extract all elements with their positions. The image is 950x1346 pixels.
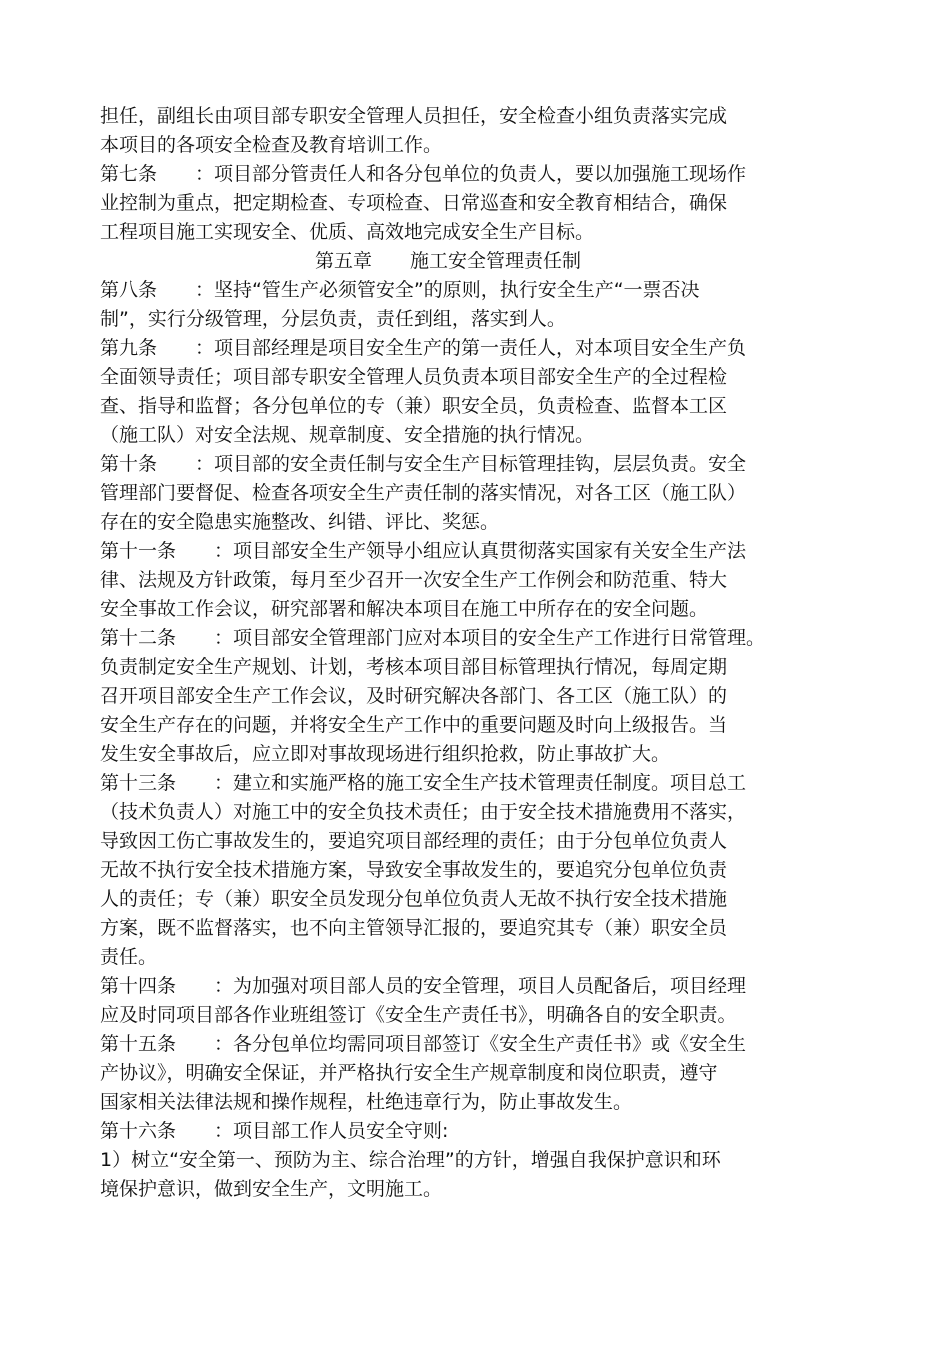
text-line: 发生安全事故后，应立即对事故现场进行组织抢救，防止事故扩大。 — [100, 743, 671, 765]
text-line: 本项目的各项安全检查及教育培训工作。 — [100, 134, 443, 156]
article-16-line: 第十六条 ：项目部工作人员安全守则: — [100, 1120, 449, 1142]
text-line: （施工队）对安全法规、规章制度、安全措施的执行情况。 — [100, 424, 595, 446]
article-14-line: 第十四条 ：为加强对项目部人员的安全管理，项目人员配备后，项目经理 — [100, 975, 747, 997]
document-body — [100, 102, 830, 1204]
text-line: 人的责任；专（兼）职安全员发现分包单位负责人无故不执行安全技术措施 — [100, 888, 728, 910]
article-12-line: 第十二条 ：项目部安全管理部门应对本项目的安全生产工作进行日常管理。 — [100, 627, 766, 649]
text-line: 导致因工伤亡事故发生的，要追究项目部经理的责任；由于分包单位负责人 — [100, 830, 728, 852]
text-line: 管理部门要督促、检查各项安全生产责任制的落实情况，对各工区（施工队） — [100, 482, 747, 504]
text-line: 担任，副组长由项目部专职安全管理人员担任，安全检查小组负责落实完成 — [100, 105, 728, 127]
text-line: 业控制为重点，把定期检查、专项检查、日常巡查和安全教育相结合，确保 — [100, 192, 728, 214]
text-line: 责任。 — [100, 946, 158, 968]
article-13-line: 第十三条 ：建立和实施严格的施工安全生产技术管理责任制度。项目总工 — [100, 772, 747, 794]
article-9-line: 第九条 ：项目部经理是项目安全生产的第一责任人，对本项目安全生产负 — [100, 337, 747, 359]
article-7-line: 第七条 ：项目部分管责任人和各分包单位的负责人，要以加强施工现场作 — [100, 163, 747, 185]
text-line: 律、法规及方针政策，每月至少召开一次安全生产工作例会和防范重、特大 — [100, 569, 728, 591]
text-line: （技术负责人）对施工中的安全负技术责任；由于安全技术措施费用不落实， — [100, 801, 747, 823]
text-line: 国家相关法律法规和操作规程，杜绝违章行为，防止事故发生。 — [100, 1091, 633, 1113]
text-line: 查、指导和监督；各分包单位的专（兼）职安全员，负责检查、监督本工区 — [100, 395, 728, 417]
article-8-line: 第八条 ：坚持“管生产必须管安全”的原则，执行安全生产“一票否决 — [100, 279, 700, 301]
text-line: 安全生产存在的问题，并将安全生产工作中的重要问题及时向上级报告。当 — [100, 714, 728, 736]
article-10-line: 第十条 ：项目部的安全责任制与安全生产目标管理挂钩，层层负责。安全 — [100, 453, 747, 475]
text-line: 负责制定安全生产规划、计划，考核本项目部目标管理执行情况，每周定期 — [100, 656, 728, 678]
text-line: 制”，实行分级管理，分层负责，责任到组，落实到人。 — [100, 308, 566, 330]
text-line: 全面领导责任；项目部专职安全管理人员负责本项目部安全生产的全过程检 — [100, 366, 728, 388]
text-line: 工程项目施工实现安全、优质、高效地完成安全生产目标。 — [100, 221, 595, 243]
text-line: 召开项目部安全生产工作会议，及时研究解决各部门、各工区（施工队）的 — [100, 685, 728, 707]
text-line: 方案，既不监督落实，也不向主管领导汇报的，要追究其专（兼）职安全员 — [100, 917, 728, 939]
chapter-heading: 第五章 施工安全管理责任制 — [315, 250, 582, 272]
text-line: 安全事故工作会议，研究部署和解决本项目在施工中所存在的安全问题。 — [100, 598, 709, 620]
text-line: 境保护意识，做到安全生产，文明施工。 — [100, 1178, 443, 1200]
text-line: 存在的安全隐患实施整改、纠错、评比、奖惩。 — [100, 511, 500, 533]
list-item-1-line: 1）树立“安全第一、预防为主、综合治理”的方针，增强自我保护意识和环 — [100, 1149, 721, 1171]
text-line: 应及时同项目部各作业班组签订《安全生产责任书》，明确各自的安全职责。 — [100, 1004, 737, 1026]
text-line: 产协议》，明确安全保证，并严格执行安全生产规章制度和岗位职责，遵守 — [100, 1062, 718, 1084]
article-11-line: 第十一条 ：项目部安全生产领导小组应认真贯彻落实国家有关安全生产法 — [100, 540, 747, 562]
text-line: 无故不执行安全技术措施方案，导致安全事故发生的，要追究分包单位负责 — [100, 859, 728, 881]
article-15-line: 第十五条 ：各分包单位均需同项目部签订《安全生产责任书》或《安全生 — [100, 1033, 747, 1055]
